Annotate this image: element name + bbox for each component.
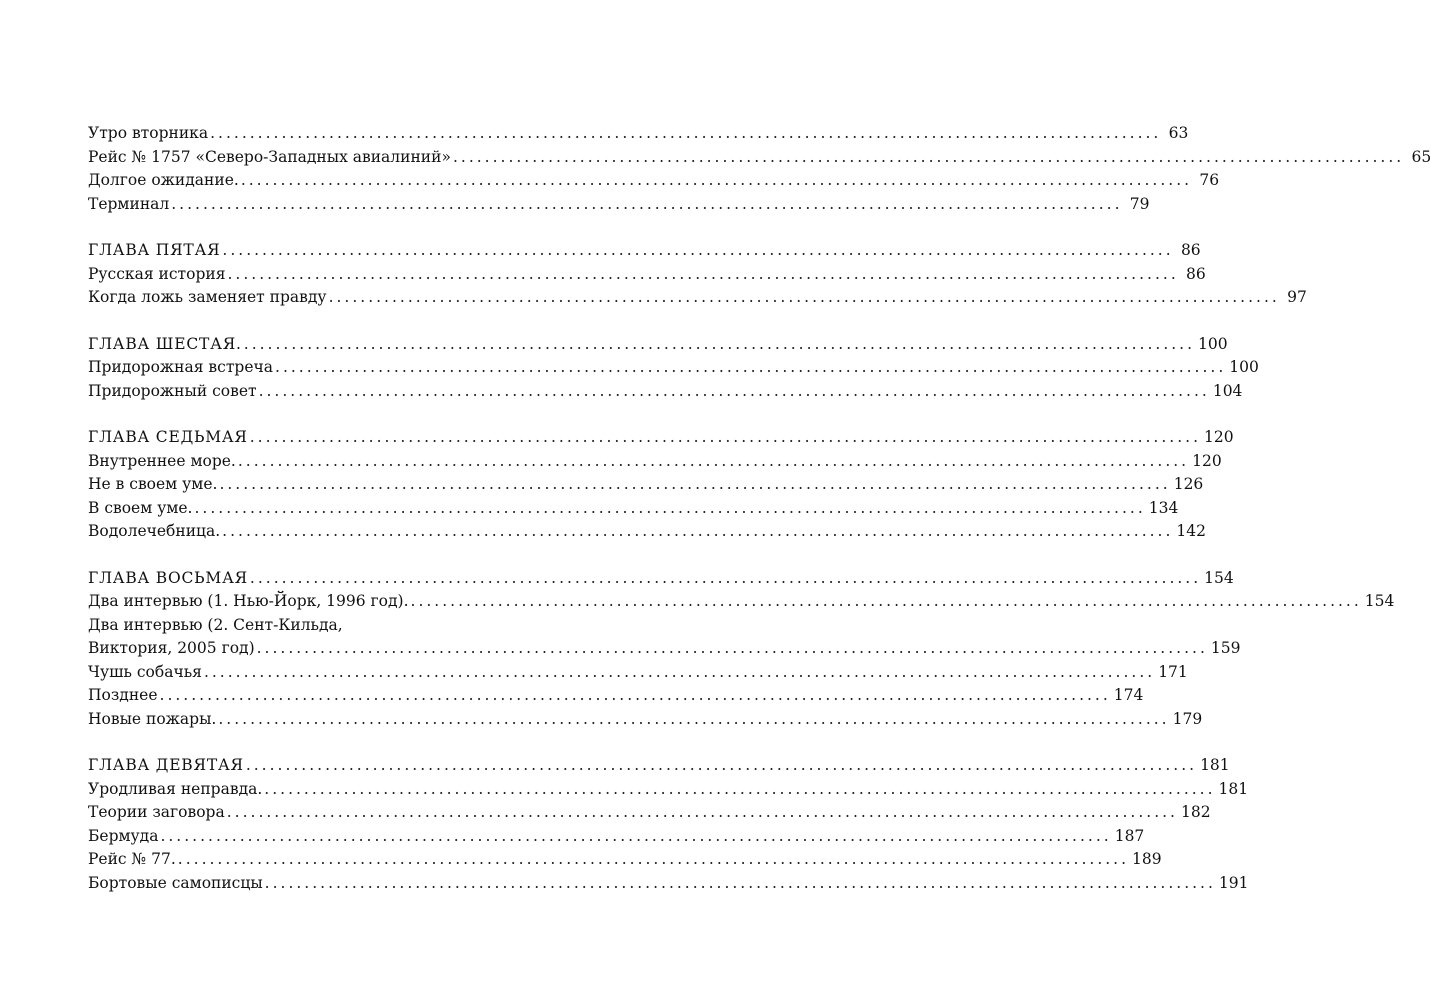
toc-entry-page: 65 — [1411, 147, 1431, 166]
dot-leader: ........................................................................................................................ — [222, 241, 1174, 259]
toc-entry — [88, 497, 1179, 521]
chapter-heading — [88, 567, 1234, 591]
dot-leader: ........................................................................................................................ — [159, 686, 1111, 704]
toc-entry-title: Виктория, 2005 год) — [88, 639, 255, 657]
toc-entry-title: Позднее — [88, 686, 158, 704]
toc-entry-page: 97 — [1287, 288, 1307, 306]
toc-section — [88, 239, 1307, 310]
table-of-contents — [88, 122, 1431, 895]
toc-entry-title: Уродливая неправда. — [88, 779, 263, 798]
dot-leader: ........................................................................................................................ — [452, 147, 1405, 166]
toc-entry-title: В своем уме. — [88, 498, 193, 517]
toc-entry — [88, 661, 1188, 685]
dot-leader: ........................................................................................................................ — [328, 288, 1280, 306]
dot-leader: ........................................................................................................................ — [264, 873, 1216, 892]
chapter-heading-page: 86 — [1180, 241, 1201, 259]
dot-leader: ........................................................................................................................ — [410, 592, 1362, 610]
toc-entry-title: Два интервью (1. Нью-Йорк, 1996 год). — [88, 592, 409, 610]
toc-entry-page: 181 — [1218, 779, 1249, 798]
toc-entry-title: Утро вторника — [88, 124, 209, 142]
dot-leader: ........................................................................................................................ — [243, 334, 1196, 353]
toc-entry-page: 159 — [1210, 639, 1241, 657]
toc-entry — [88, 473, 1204, 497]
toc-entry — [88, 872, 1249, 896]
toc-entry-page: 63 — [1168, 124, 1189, 142]
toc-entry-title: Бортовые самописцы — [88, 873, 263, 892]
toc-entry-title: Не в своем уме. — [88, 475, 218, 493]
dot-leader: ........................................................................................................................ — [222, 522, 1174, 540]
dot-leader: ........................................................................................................................ — [219, 475, 1171, 493]
toc-entry-page: 189 — [1132, 850, 1162, 868]
chapter-heading-title: ГЛАВА СЕДЬМАЯ — [88, 428, 248, 446]
toc-entry — [88, 684, 1144, 708]
toc-section — [88, 754, 1249, 895]
dot-leader: ........................................................................................................................ — [258, 381, 1210, 400]
toc-entry-page: 100 — [1229, 358, 1259, 376]
toc-entry — [88, 356, 1259, 380]
toc-section — [88, 426, 1234, 544]
dot-leader: ........................................................................................................................ — [227, 264, 1179, 283]
chapter-heading-page: 154 — [1204, 568, 1234, 587]
toc-entry-page: 76 — [1199, 171, 1220, 189]
toc-section — [88, 333, 1259, 404]
toc-entry-title: Чушь собачья — [88, 662, 202, 681]
toc-entry-title: Когда ложь заменяет правду — [88, 288, 327, 306]
toc-entry-page: 191 — [1218, 873, 1249, 892]
toc-entry-title: Придорожная встреча — [88, 358, 274, 376]
toc-entry-page: 134 — [1148, 498, 1179, 517]
toc-entry — [88, 263, 1206, 287]
dot-leader: ........................................................................................................................ — [218, 709, 1170, 728]
chapter-heading — [88, 754, 1230, 778]
toc-entry — [88, 169, 1220, 193]
dot-leader: ........................................................................................................................ — [275, 358, 1227, 376]
chapter-heading-title: ГЛАВА ПЯТАЯ — [88, 241, 221, 259]
toc-entry-page: 154 — [1364, 592, 1395, 610]
toc-entry-title: Терминал — [88, 194, 170, 213]
dot-leader: ........................................................................................................................ — [245, 756, 1198, 774]
toc-entry-title: Рейс № 77. — [88, 850, 176, 868]
dot-leader: ........................................................................................................................ — [249, 428, 1201, 446]
toc-entry-page: 104 — [1212, 381, 1243, 400]
toc-entry-title: Новые пожары. — [88, 709, 217, 728]
toc-section — [88, 122, 1431, 216]
toc-entry — [88, 146, 1431, 170]
dot-leader: ........................................................................................................................ — [264, 779, 1216, 798]
toc-entry — [88, 801, 1211, 825]
chapter-heading-page: 120 — [1204, 428, 1234, 446]
toc-section — [88, 567, 1395, 732]
dot-leader: ........................................................................................................................ — [256, 639, 1208, 657]
toc-entry — [88, 520, 1207, 544]
toc-entry — [88, 848, 1162, 872]
dot-leader: ........................................................................................................................ — [210, 124, 1162, 142]
toc-entry-title: Бермуда — [88, 826, 159, 845]
dot-leader: ........................................................................................................................ — [160, 826, 1112, 845]
dot-leader: ........................................................................................................................ — [177, 850, 1130, 868]
toc-entry-title: Теории заговора — [88, 803, 225, 821]
toc-entry-title: Русская история — [88, 264, 226, 283]
toc-entry — [88, 590, 1395, 614]
chapter-heading-page: 181 — [1200, 756, 1230, 774]
dot-leader: ........................................................................................................................ — [249, 568, 1202, 587]
toc-entry-page: 174 — [1113, 686, 1144, 704]
dot-leader: ........................................................................................................................ — [171, 194, 1123, 213]
toc-entry-title: Водолечебница. — [88, 522, 221, 540]
toc-entry — [88, 778, 1249, 802]
toc-entry — [88, 825, 1145, 849]
chapter-heading — [88, 333, 1228, 357]
chapter-heading — [88, 239, 1201, 263]
chapter-heading-title: ГЛАВА ДЕВЯТАЯ — [88, 756, 244, 774]
toc-entry — [88, 122, 1189, 146]
toc-entry-title: Рейс № 1757 «Северо-Западных авиалиний» — [88, 147, 451, 166]
dot-leader: ........................................................................................................................ — [240, 171, 1193, 189]
dot-leader: ........................................................................................................................ — [203, 662, 1156, 681]
chapter-heading-title: ГЛАВА ШЕСТАЯ. — [88, 334, 242, 353]
dot-leader: ........................................................................................................................ — [237, 451, 1190, 470]
dot-leader: ........................................................................................................................ — [194, 498, 1146, 517]
toc-entry-page: 120 — [1192, 451, 1222, 470]
toc-entry — [88, 193, 1150, 217]
dot-leader: ........................................................................................................................ — [226, 803, 1178, 821]
toc-entry-title: Придорожный совет — [88, 381, 257, 400]
toc-entry — [88, 708, 1203, 732]
toc-entry-page: 86 — [1186, 264, 1206, 283]
toc-entry — [88, 286, 1307, 310]
toc-entry-page: 187 — [1114, 826, 1145, 845]
toc-entry-page: 182 — [1180, 803, 1211, 821]
toc-entry — [88, 637, 1241, 661]
chapter-heading-page: 100 — [1198, 334, 1228, 353]
toc-entry-page: 171 — [1158, 662, 1188, 681]
toc-entry-page: 79 — [1129, 194, 1150, 213]
toc-entry-title-line1: Два интервью (2. Сент-Кильда, — [88, 615, 343, 634]
chapter-heading — [88, 426, 1234, 450]
toc-entry-title: Долгое ожидание. — [88, 171, 239, 189]
toc-entry-page: 179 — [1172, 709, 1203, 728]
toc-entry-page: 126 — [1173, 475, 1204, 493]
toc-entry-title: Внутреннее море. — [88, 451, 236, 470]
toc-entry-page: 142 — [1176, 522, 1207, 540]
toc-entry — [88, 450, 1222, 474]
chapter-heading-title: ГЛАВА ВОСЬМАЯ — [88, 568, 248, 587]
toc-entry — [88, 380, 1243, 404]
